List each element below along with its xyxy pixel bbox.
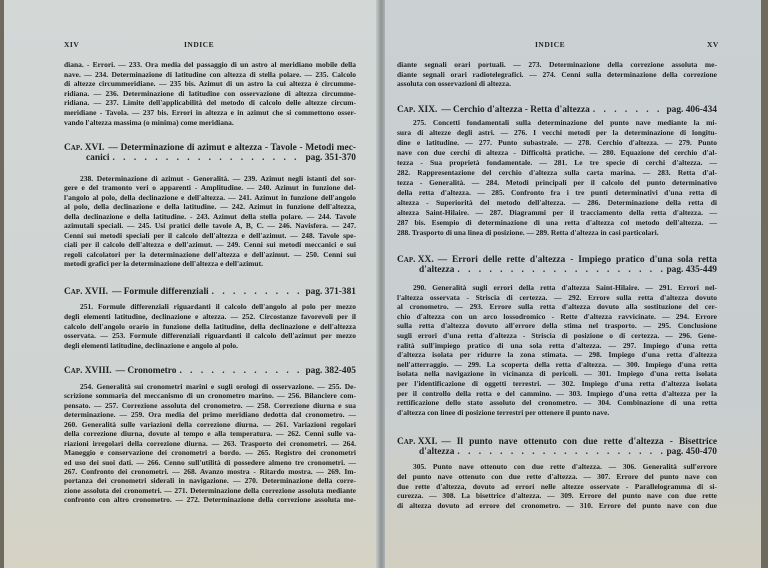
index-line: degli elementi latitudine, declinazione e angolo al polo.: [64, 341, 238, 350]
chapter-heading-line: [64, 287, 356, 297]
index-line: riazioni irregolari della correzione diurna. — 263. Trasporto dei cronometri. — 264.: [64, 438, 356, 448]
chapter-title-continuation: d'altezza: [419, 447, 455, 457]
chapter-number: Cap. XX.: [397, 255, 434, 265]
chapter-heading-line: [64, 366, 356, 376]
index-line: osservata. — 253. Formule differenziali riguardanti il calcolo dell'azimut per mezzo: [64, 331, 356, 341]
index-line: della retta d'altezza. — 285. Confronto fra i tre punti determinativi d'una retta di: [397, 188, 717, 197]
index-line: nave con due cerchi di altezza - Difficoltà pratiche. — 280. Equazione del cerchio d'al-: [397, 148, 717, 157]
index-line: portanza dei cronometri siderali in navigazione. — 270. Determinazione della corre-: [64, 476, 356, 486]
chapter-title: — Formule differenziali: [111, 287, 209, 297]
chapter-heading-line: [397, 447, 717, 457]
index-line: 275. Concetti fondamentali sulla determinazione del punto nave mediante la mi-: [413, 118, 717, 127]
index-line: 282. Rappresentazione del cerchio d'altezza sulla carta marina. — 283. Retta d'al-: [397, 168, 717, 177]
dot-leader: [212, 287, 303, 297]
index-line: azimutali speciali. — 245. Usi pratici delle tavole A, B, C. — 246. Navisfera. — 247.: [64, 221, 356, 231]
index-line: regoli calcolatori per la determinazione dell'altezza e dell'azimut. — 250. Cenni sui: [64, 249, 356, 259]
index-paragraph: [64, 60, 356, 127]
index-line: diana. - Errori. — 233. Ora media del passaggio di un astro al meridiano mobile della: [64, 60, 356, 69]
index-line: curezza. — 308. La bisettrice d'altezza. — 309. Errore del punto nave con due rette: [397, 491, 717, 501]
index-line: calcolo dell'angolo orario in funzione della latitudine, della declinazione e dell'altezza: [64, 321, 356, 331]
index-line: del punto nave ottenuto con due rette d'altezza. — 307. Errore del punto nave con: [397, 471, 717, 481]
index-line: altezza Saint-Hilaire. — 287. Diagrammi per il tracciamento della retta d'altezza. —: [397, 208, 717, 217]
index-line: d'altezza isolata per ridurre la zona stimata. — 298. Impiego d'una retta d'altezza: [397, 350, 717, 360]
index-line: assoluta con osservazioni di altezza.: [397, 79, 511, 89]
index-line: della correzione diurna, dovute al tempo e alla temperatura. — 262. Cenni sulle va-: [64, 429, 356, 439]
chapter-number: Cap. XXI.: [397, 437, 438, 447]
chapter-number: Cap. XVIII.: [64, 366, 112, 376]
index-line: ralità sull'impiego pratico di una sola retta d'altezza. — 297. Impiego d'una retta: [397, 340, 717, 350]
index-line: diante segnali orari portuali. — 273. Determinazione della correzione assoluta me-: [397, 60, 717, 69]
chapter-title: — Errori delle rette d'altezza - Impiego pratico d'una sola retta: [437, 255, 717, 265]
running-head: INDICE: [184, 40, 215, 49]
dot-leader: [457, 265, 663, 275]
index-line: rettificazione dello stato assoluto del cronometro. — 304. Combinazione di una retta: [397, 398, 717, 408]
index-line: tezza - Sua proprietà fondamentale. — 281. Le tre specie di cerchi d'altezza. —: [397, 158, 717, 167]
chapter-title: — Il punto nave ottenuto con due rette d'altezza - Bisettrice: [441, 437, 717, 447]
index-line: al cronometro. — 293. Errore sulla retta d'altezza dovuto alla sostituzione del cer-: [397, 302, 717, 312]
index-line: diante segnali orari radiotelegrafici. — 274. Cenni sulla determinazione della correzione: [397, 69, 717, 79]
index-line: per il controllo della rotta e del cammino. — 303. Impiego d'una retta d'altezza per la: [397, 388, 717, 398]
chapter-heading-line: [397, 105, 717, 115]
chapter-heading: [397, 255, 717, 275]
chapter-title: — Determinazione di azimut e altezza - Tavole - Metodi mec-: [108, 143, 356, 153]
index-line: zione assoluta dei cronometri. — 271. Determinazione della correzione assoluta mediante: [64, 485, 356, 495]
index-line: meridiane - Tavola. — 237 bis. Errori in altezza e in azimut che si commettono osser-: [64, 107, 356, 117]
index-line: l'angolo al polo, della declinazione e dell'altezza. — 241. Azimut in funzione dell'angolo: [64, 192, 356, 202]
index-paragraph: [397, 118, 717, 238]
right-page: [385, 0, 761, 568]
chapter-title: — Cerchio d'altezza - Retta d'altezza: [441, 105, 590, 115]
chapter-heading-line: [64, 143, 356, 153]
index-line: confronto con altro cronometro. — 272. Determinazione della correzione assoluta me-: [64, 495, 356, 505]
chapter-pages: pag. 382-405: [305, 366, 356, 376]
index-line: ed uso dei suoi dati. — 266. Cenno sull'utilità di possedere almeno tre cronometri. —: [64, 457, 356, 467]
chapter-pages: pag. 351-370: [305, 153, 356, 163]
chapter-title-continuation: d'altezza: [419, 265, 455, 275]
chapter-title-continuation: canici: [86, 153, 110, 163]
index-line: 260. Generalità sulle variazioni della correzione diurna. — 261. Variazioni regolari: [64, 419, 356, 429]
index-line: 305. Punto nave ottenuto con due rette d'altezza. — 306. Generalità sull'errore: [413, 462, 717, 471]
index-line: scrizione sommaria del meccanismo di un cronometro marino. — 256. Bilanciere com-: [64, 391, 356, 401]
index-line: 290. Generalità sugli errori della retta d'altezza Saint-Hilaire. — 291. Errori nel-: [413, 283, 717, 292]
index-paragraph: [64, 174, 356, 268]
index-line: degli elementi latitudine, declinazione e altezza. — 252. Circostanze favorevoli per il: [64, 311, 356, 321]
index-line: isolata nella navigazione in vicinanza di pericoli. — 301. Impiego d'una retta isolata: [397, 369, 717, 379]
index-line: tezza - Generalità. — 284. Metodi principali per il calcolo del punto determinativo: [397, 178, 717, 187]
chapter-heading: [64, 143, 356, 163]
index-line: di altezza dovuto ad errore del cronometro. — 310. Errore del punto nave con due: [397, 501, 717, 510]
index-line: dine e latitudine. — 277. Punto subastrale. — 278. Cerchio d'altezza. — 279. Punto: [397, 138, 717, 147]
index-line: gere e del tramonto veri o apparenti - Amplitudine. — 240. Azimut in funzione del-: [64, 183, 356, 193]
dot-leader: [593, 105, 664, 115]
index-line: della declinazione e della latitudine. - 243. Azimut della stella polare. — 244. Tavole: [64, 211, 356, 221]
index-line: chio d'altezza con un arco lossodromico - Rette d'altezza ravvicinate. — 294. Errore: [397, 311, 717, 321]
chapter-title: — Cronometro: [115, 366, 177, 376]
chapter-number: Cap. XIX.: [397, 105, 438, 115]
chapter-heading-line: [397, 255, 717, 265]
chapter-heading: [397, 437, 717, 457]
index-paragraph: [64, 382, 356, 505]
index-line: vando l'altezza massima (o minima) come meridiana.: [64, 117, 234, 127]
index-line: ridiana. — 236. Determinazione di latitudine con osservazione di altezza circumme-: [64, 88, 356, 98]
index-line: Cenni sui metodi speciali per il calcolo dell'altezza e dell'azimut. — 248. Tavole spe-: [64, 230, 356, 240]
index-paragraph: [397, 60, 717, 89]
chapter-number: Cap. XVI.: [64, 143, 105, 153]
index-line: 288. Trasporto di una linea di posizione. — 289. Retta d'altezza in casi particolari.: [397, 228, 659, 237]
index-line: ridiana. — 237. Limite dell'applicabilità del metodo di calcolo delle altezze circum-: [64, 98, 356, 108]
index-line: pensato. — 257. Correzione assoluta del cronometro. — 258. Correzione diurna e sua: [64, 400, 356, 410]
index-line: determinazione. — 259. Ora media del primo meridiano dedotta dal cronometro. —: [64, 410, 356, 420]
index-line: ciali per il calcolo dell'altezza e dell'azimut. — 249. Cenni sui metodi meccanici e sui: [64, 240, 356, 250]
chapter-pages: pag. 450-470: [666, 447, 717, 457]
index-line: l'altezza osservata - Striscia di certezza. — 292. Errore sulla retta d'altezza dovuto: [397, 292, 717, 302]
page-number: XIV: [64, 40, 80, 49]
chapter-heading-line: [397, 437, 717, 447]
dot-leader: [179, 366, 302, 376]
chapter-heading: [64, 366, 356, 376]
chapter-number: Cap. XVII.: [64, 287, 108, 297]
index-line: metodi grafici per la determinazione dell'altezza e dell'azimut.: [64, 258, 263, 268]
index-line: 287 bis. Esempio di determinazione di una retta d'altezza col metodo dell'altezza. —: [397, 218, 717, 227]
index-line: 251. Formule differenziali riguardanti il calcolo dell'angolo al polo per mezzo: [80, 302, 356, 311]
index-line: 254. Generalità sui cronometri marini e sugli orologi di osservazione. — 255. De-: [80, 382, 356, 391]
index-line: sugli errori d'una retta d'altezza - Striscia di posizione o di certezza. — 296. Gene-: [397, 330, 717, 340]
dot-leader: [112, 153, 302, 163]
index-line: 267. Confronto dei cronometri. — 268. Avanzo mostra - Ritardo mostra. — 269. Im-: [64, 466, 356, 476]
running-head: INDICE: [535, 40, 566, 49]
index-line: al polo, della declinazione e della latitudine. — 242. Azimut in funzione dell'altezza,: [64, 202, 356, 212]
index-line: d'altezza con linee di posizione terrestri per ottenere il punto nave.: [397, 407, 610, 417]
chapter-pages: pag. 406-434: [666, 105, 717, 115]
index-line: nell'atterraggio. — 299. La scoperta della retta d'altezza. — 300. Impiego d'una retta: [397, 359, 717, 369]
index-line: due rette d'altezza, dovuto ad errori nelle altezze osservate - Parallelogramma di si-: [397, 481, 717, 491]
index-line: sura di altezze degli astri. — 276. I vecchi metodi per la determinazione di longitu-: [397, 128, 717, 137]
chapter-pages: pag. 435-449: [666, 265, 717, 275]
left-page: [4, 0, 379, 568]
dot-leader: [457, 447, 663, 457]
index-paragraph: [397, 462, 717, 511]
chapter-heading-line: [64, 153, 356, 163]
index-line: nave. — 234. Determinazione di latitudine con altezza di stella polare. — 235. Calcolo: [64, 69, 356, 79]
index-line: sulla retta d'altezza dovuto all'errore della stima nel trasporto. — 295. Conclusione: [397, 321, 717, 331]
index-line: altezza - Superiorità del metodo dell'altezza. — 286. Determinazione della retta di: [397, 198, 717, 207]
index-line: 238. Determinazione di azimut - Generalità. — 239. Azimut negli istanti del sor-: [80, 174, 356, 183]
index-line: Maneggio e conservazione dei cronometri a bordo. — 265. Registro dei cronometri: [64, 448, 356, 458]
chapter-pages: pag. 371-381: [305, 287, 356, 297]
index-paragraph: [397, 283, 717, 417]
page-number: XV: [707, 40, 719, 49]
chapter-heading: [397, 105, 717, 115]
chapter-heading: [64, 287, 356, 297]
index-line: per l'identificazione di oggetti terrestri. — 302. Impiego d'una retta d'altezza isolata: [397, 378, 717, 388]
index-line: di altezze circummeridiane. — 235 bis. Azimut di un astro la cui altezza è circumme-: [64, 79, 356, 89]
chapter-heading-line: [397, 265, 717, 275]
index-paragraph: [64, 302, 356, 351]
